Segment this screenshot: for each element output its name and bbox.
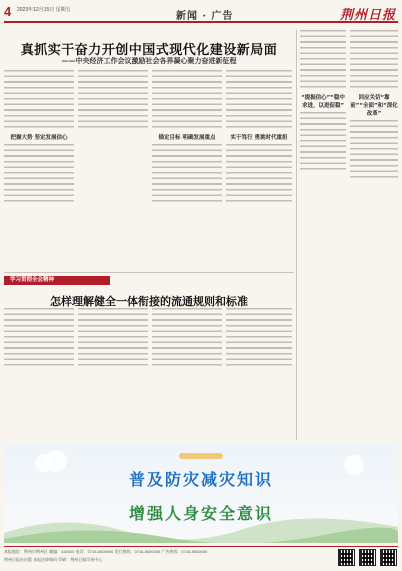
page-footer — [4, 546, 398, 570]
body-text-lines — [226, 308, 292, 368]
body-text-lines — [4, 144, 74, 204]
article-subhead: 锚定目标 明确发展重点 — [158, 135, 216, 141]
qr-code-icon — [338, 549, 355, 566]
body-text-lines — [300, 30, 346, 90]
study-column-1 — [4, 308, 74, 438]
masthead — [4, 3, 398, 23]
study-section-banner: 学习贯彻全会精神 — [4, 276, 110, 285]
main-article-column-4 — [226, 70, 292, 270]
public-service-ad — [4, 443, 398, 543]
side-subhead: 回应关切“靠前”“全面”和“深化改革” — [350, 95, 398, 117]
body-text-lines — [78, 308, 148, 368]
body-text-lines — [350, 120, 398, 180]
body-text-lines — [152, 70, 222, 130]
body-text-lines — [4, 308, 74, 368]
body-text-lines — [152, 308, 222, 368]
section-title: 新闻 · 广告 — [176, 11, 234, 22]
study-column-3 — [152, 308, 222, 438]
body-text-lines — [4, 70, 74, 130]
qr-code-icon — [380, 549, 397, 566]
body-text-lines — [152, 144, 222, 204]
body-text-lines — [350, 30, 398, 90]
date-line: 2023年12月15日 星期五 — [17, 7, 71, 13]
ad-background-illustration — [4, 443, 398, 543]
ad-slogan-line-1: 普及防灾减灾知识 — [128, 470, 273, 489]
main-subheadline: ——中央经济工作会议激励社会各界凝心聚力奋进新征程 — [61, 56, 237, 65]
study-column-2 — [78, 308, 148, 438]
body-text-lines — [300, 112, 346, 172]
side-article-column-1 — [300, 30, 346, 440]
footer-contact-line: 本报地址：荆州市荆州区 邮编：434000 电话：0716-8000000 发行热线：0716-8000000 广告热线：0716-8000000 — [4, 549, 208, 554]
ad-slogan-line-2: 增强人身安全意识 — [128, 504, 273, 523]
main-article-column-3 — [152, 70, 222, 270]
body-text-lines — [78, 70, 148, 130]
column-divider — [296, 30, 297, 440]
body-text-lines — [226, 144, 292, 204]
main-article-column-2 — [78, 70, 148, 270]
article-subhead: 把握大势 坚定发展信心 — [10, 135, 68, 141]
main-article-column-1 — [4, 70, 74, 270]
page-number: 4 — [4, 4, 12, 19]
newspaper-logo: 荆州日报 — [339, 8, 396, 23]
study-column-4 — [226, 308, 292, 438]
article-subhead: 实干笃行 勇挑时代重担 — [230, 135, 288, 141]
qr-code-icon — [359, 549, 376, 566]
footer-publisher-line: 荆州日报社出版 本报法律顾问 印刷：荆州日报印务中心 — [4, 557, 103, 562]
main-headline: 真抓实干奋力开创中国式现代化建设新局面 — [20, 43, 278, 58]
study-headline: 怎样理解健全一体衔接的流通规则和标准 — [50, 295, 248, 308]
side-subhead: “提振信心”“稳中求进，以进促稳” — [301, 95, 345, 109]
section-divider — [4, 272, 294, 273]
side-article-column-2 — [350, 30, 398, 440]
body-text-lines — [226, 70, 292, 130]
